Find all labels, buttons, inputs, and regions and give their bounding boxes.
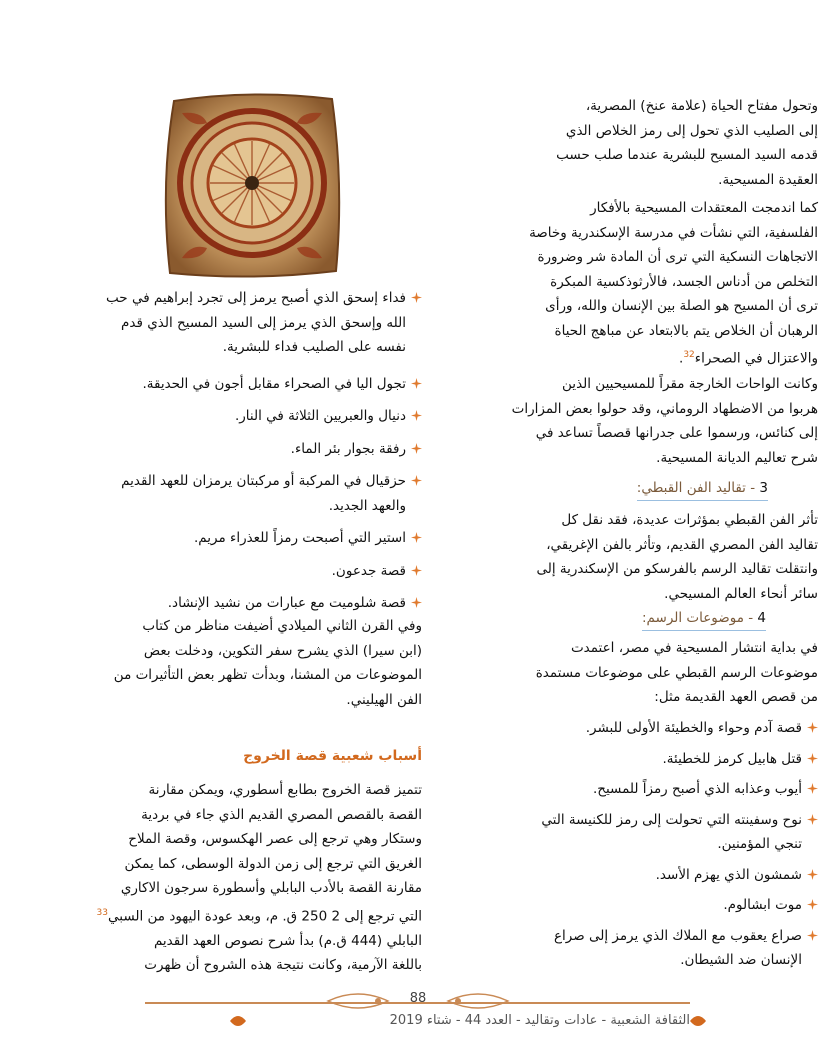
list-item-text: قصة جدعون. bbox=[331, 562, 406, 579]
text-line: وكانت الواحات الخارجة مقراً للمسيحيين الذين bbox=[562, 376, 818, 392]
section-heading-coptic-art bbox=[637, 478, 768, 501]
text-line: إلى كنائس، ورسموا على جدرانها قصصاً تساعد في bbox=[535, 425, 818, 441]
list-item-text: شمشون الذي يهزم الأسد. bbox=[655, 866, 802, 883]
list-item bbox=[92, 286, 422, 360]
list-item-text: الله وإسحق الذي يرمز إلى السيد المسيح الذي قدم bbox=[121, 314, 406, 331]
text-fragment: والاعتزال في الصحراء bbox=[694, 350, 818, 367]
text-line: تقاليد الفن المصري القديم، وتأثر بالفن الإغريقي، bbox=[546, 536, 818, 553]
list-item bbox=[92, 372, 422, 397]
section-heading-painting-themes bbox=[642, 608, 766, 631]
text-line: سائر أنحاء العالم المسيحي. bbox=[664, 585, 818, 602]
list-item-text: رفقة بجوار بئر الماء. bbox=[290, 440, 406, 457]
bullet-flower-icon bbox=[807, 814, 818, 825]
text-line: القصة بالقصص المصري القديم الذي جاء في بردية bbox=[141, 806, 422, 823]
text-line: هربوا من الاضطهاد الروماني، وقد حولوا بعض المزارات bbox=[511, 400, 818, 417]
list-item bbox=[92, 591, 422, 616]
list-item-text: نوح وسفينته التي تحولت إلى رمز للكنيسة التي bbox=[541, 811, 802, 828]
section-heading-exodus: أسباب شعبية قصة الخروج bbox=[243, 748, 422, 764]
text-line: إلى الصليب الذي تحول إلى رمز الخلاص الذي bbox=[565, 122, 818, 139]
list-item-text: تجول اليا في الصحراء مقابل أجون في الحديقة. bbox=[142, 375, 406, 392]
bullet-flower-icon bbox=[807, 722, 818, 733]
paragraph-ankh bbox=[418, 94, 818, 192]
list-item bbox=[92, 437, 422, 462]
text-line: البابلي (444 ق.م) بدأ شرح نصوص العهد القديم bbox=[153, 932, 422, 949]
text-line: مقارنة القصة بالأدب البابلي وأسطورة سرجون الاكاري bbox=[120, 880, 422, 896]
leaf-ornament-icon bbox=[690, 1014, 706, 1028]
list-item-text: أيوب وعذابه الذي أصبح رمزاً للمسيح. bbox=[592, 781, 802, 797]
list-item-text: فداء إسحق الذي أصبح يرمز إلى تجرد إبراهيم في حب bbox=[106, 290, 406, 306]
text-line: ترى أن المسيح هو الصلة بين الإنسان والله، ورأى bbox=[545, 298, 818, 314]
text-line: الرهبان أن الخلاص يتم بالابتعاد عن مباهج الحياة bbox=[554, 322, 818, 339]
footer-issue-text: الثقافة الشعبية - عادات وتقاليد - العدد 44 - شتاء 2019 bbox=[389, 1013, 690, 1028]
section-number: 3 bbox=[759, 480, 768, 496]
list-item bbox=[418, 777, 818, 802]
text-line: باللغة الآرمية، وكانت نتيجة هذه الشروح أن ظهرت bbox=[144, 957, 422, 973]
text-line: الفن الهيليني. bbox=[346, 691, 422, 708]
list-item-text: قصة شلوميت مع عبارات من نشيد الإنشاد. bbox=[167, 595, 406, 611]
bullet-flower-icon bbox=[807, 869, 818, 880]
text-line: (ابن سيرا) الذي يشرح سفر التكوين، ودخلت بعض bbox=[143, 642, 422, 659]
bullet-flower-icon bbox=[411, 292, 422, 303]
list-item-text: صراع يعقوب مع الملاك الذي يرمز إلى صراع bbox=[553, 927, 802, 944]
bullet-flower-icon bbox=[411, 378, 422, 389]
paragraph-second-century bbox=[92, 614, 422, 712]
bullet-flower-icon bbox=[807, 783, 818, 794]
text-line: كما اندمجت المعتقدات المسيحية بالأفكار bbox=[590, 200, 818, 216]
list-item-text: موت ابشالوم. bbox=[723, 897, 802, 913]
bullet-flower-icon bbox=[411, 532, 422, 543]
text-line: الموضوعات من المشنا، وبدأت تظهر بعض التأثيرات من bbox=[113, 667, 422, 683]
paragraph-oases bbox=[418, 372, 818, 470]
coptic-textile-image bbox=[162, 93, 342, 278]
section-number: 4 bbox=[757, 610, 766, 626]
paragraph-influences bbox=[418, 508, 818, 606]
section-title: - تقاليد الفن القبطي: bbox=[636, 480, 756, 496]
footnote-ref: 32 bbox=[683, 350, 695, 360]
text-line: شرح تعاليم الديانة المسيحية. bbox=[656, 449, 818, 466]
themes-bullet-list bbox=[418, 716, 818, 973]
text-line: تتميز قصة الخروج بطابع أسطوري، ويمكن مقارنة bbox=[148, 782, 422, 798]
list-item-text: دنيال والعبريين الثلاثة في النار. bbox=[234, 408, 406, 424]
list-item bbox=[418, 808, 818, 857]
list-item bbox=[92, 526, 422, 551]
section-title: - موضوعات الرسم: bbox=[641, 610, 754, 626]
text-fragment: التي ترجع إلى 2 250 ق. م، وبعد عودة اليهود من السبي bbox=[108, 908, 422, 924]
list-item bbox=[418, 747, 818, 772]
list-item-text: والعهد الجديد. bbox=[328, 497, 406, 514]
bullet-flower-icon bbox=[411, 475, 422, 486]
list-item-text: قتل هابيل كرمز للخطيئة. bbox=[662, 750, 802, 767]
list-item-text: استير التي أصبحت رمزاً للعذراء مريم. bbox=[193, 530, 406, 546]
list-item bbox=[92, 404, 422, 429]
bullet-flower-icon bbox=[807, 899, 818, 910]
text-line: والاعتزال في الصحراء$^{32}$. bbox=[679, 350, 818, 367]
list-item bbox=[418, 893, 818, 918]
text-line: الفلسفية، التي نشأت في مدرسة الإسكندرية وخاصة bbox=[529, 224, 818, 241]
text-line: العقيدة المسيحية. bbox=[718, 171, 818, 188]
text-line: موضوعات الرسم القبطي على موضوعات مستمدة bbox=[535, 664, 818, 681]
bullet-flower-icon bbox=[411, 565, 422, 576]
text-line: الغريق التي ترجع إلى زمن الدولة الوسطى، كما يمكن bbox=[124, 855, 422, 872]
text-line: من قصص العهد القديمة مثل: bbox=[654, 689, 818, 705]
page-number: 88 bbox=[409, 991, 427, 1006]
themes-bullet-list-continued bbox=[92, 286, 422, 616]
bullet-flower-icon bbox=[807, 930, 818, 941]
list-item bbox=[418, 863, 818, 888]
text-line: في بداية انتشار المسيحية في مصر، اعتمدت bbox=[570, 640, 818, 656]
list-item-text: الإنسان ضد الشيطان. bbox=[680, 952, 802, 968]
list-item bbox=[92, 559, 422, 584]
text-line: وفي القرن الثاني الميلادي أضيفت مناظر من كتاب bbox=[142, 618, 422, 634]
list-item-text: قصة آدم وحواء والخطيئة الأولى للبشر. bbox=[585, 720, 802, 736]
bullet-flower-icon bbox=[411, 443, 422, 454]
bullet-flower-icon bbox=[411, 410, 422, 421]
list-item-text: تنجي المؤمنين. bbox=[717, 836, 802, 852]
paragraph-themes-intro bbox=[418, 636, 818, 710]
text-line: وانتقلت تقاليد الرسم بالفرسكو من الإسكندرية إلى bbox=[536, 561, 818, 577]
text-line: وستكار وهي ترجع إلى عصر الهكسوس، وقصة الملاح bbox=[128, 831, 422, 847]
list-item bbox=[418, 716, 818, 741]
leaf-ornament-icon bbox=[230, 1014, 246, 1028]
text-line: التخلص من أدناس الجسد، فالأرثوذكسية المبكرة bbox=[550, 273, 818, 290]
text-line: الاتجاهات النسكية التي ترى أن المادة شر وضرورة bbox=[537, 249, 818, 265]
bullet-flower-icon bbox=[411, 597, 422, 608]
footnote-ref: 33 bbox=[96, 907, 108, 918]
list-item-text: حزقيال في المركبة أو مركبتان يرمزان للعهد القديم bbox=[121, 473, 406, 489]
list-item-text: نفسه على الصليب فداء للبشرية. bbox=[222, 339, 406, 355]
paragraph-exodus bbox=[92, 778, 422, 978]
list-item bbox=[418, 924, 818, 973]
list-item bbox=[92, 469, 422, 518]
bullet-flower-icon bbox=[807, 753, 818, 764]
text-line bbox=[92, 901, 422, 929]
text-line: تأثر الفن القبطي بمؤثرات عديدة، فقد نقل كل bbox=[561, 512, 818, 528]
text-line: وتحول مفتاح الحياة (علامة عنخ) المصرية، bbox=[585, 98, 818, 114]
text-line: قدمه السيد المسيح للبشرية عندما صلب حسب bbox=[556, 147, 818, 163]
paragraph-philosophy bbox=[418, 196, 818, 371]
